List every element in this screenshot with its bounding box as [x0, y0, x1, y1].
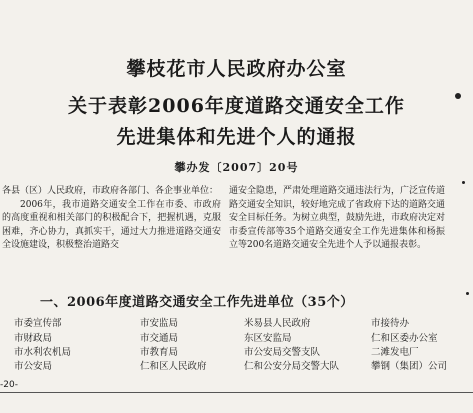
section-heading: 一、2006年度道路交通安全工作先进单位（35个） — [40, 295, 354, 310]
unit-name: 攀钢（集团）公司 — [371, 361, 448, 372]
unit-name: 市水利农机局 — [14, 347, 72, 358]
unit-name: 二滩发电厂 — [371, 347, 419, 358]
unit-name: 市财政局 — [14, 333, 53, 344]
unit-name: 市教育局 — [140, 347, 179, 358]
body-column-left — [2, 185, 221, 253]
unit-name: 市接待办 — [371, 318, 410, 329]
issuer-title: 攀枝花市人民政府办公室 — [126, 58, 347, 80]
unit-name: 东区安监局 — [244, 333, 292, 344]
notice-title-line-1: 关于表彰2006年度道路交通安全工作 — [68, 95, 405, 117]
body-column-right — [229, 185, 445, 253]
unit-name: 仁和公安分局交警大队 — [244, 361, 340, 372]
unit-name: 仁和区委办公室 — [371, 333, 438, 344]
scan-speck — [466, 292, 469, 295]
unit-name: 市安监局 — [140, 318, 179, 329]
document-number: 攀办发〔2007〕20号 — [174, 161, 299, 174]
scan-speck — [455, 93, 461, 99]
salutation: 各县（区）人民政府，市政府各部门、各企事业单位： — [2, 186, 219, 196]
notice-title-line-2: 先进集体和先进个人的通报 — [116, 126, 357, 148]
body-paragraph: 2006年，我市道路交通安全工作在市委、市政府的高度重视和相关部门的积极配合下，把握机遇，克服困难，齐心协力，真抓实干，通过大力推进道路交通安全设施建设，积极整治道路交 — [2, 199, 221, 251]
unit-name: 市公安局交警支队 — [244, 347, 321, 358]
scan-speck — [462, 181, 465, 184]
bottom-rule — [0, 392, 473, 393]
unit-name: 市交通局 — [140, 333, 179, 344]
unit-name: 米易县人民政府 — [244, 318, 311, 329]
unit-name: 市委宣传部 — [14, 318, 62, 329]
unit-name: 市公安局 — [14, 361, 53, 372]
unit-name: 仁和区人民政府 — [140, 361, 207, 372]
page-number: -20- — [0, 380, 18, 390]
body-paragraph-continued: 通安全隐患，严肃处理道路交通违法行为，广泛宣传道路交通安全知识，较好地完成了省政府下达的道路交通安全目标任务。为树立典型，鼓励先进，市政府决定对市委宣传部等35个道路交通安全工作先进集体和杨振立等200名道路交通安全先进个人予以通报表彰。 — [229, 186, 446, 251]
